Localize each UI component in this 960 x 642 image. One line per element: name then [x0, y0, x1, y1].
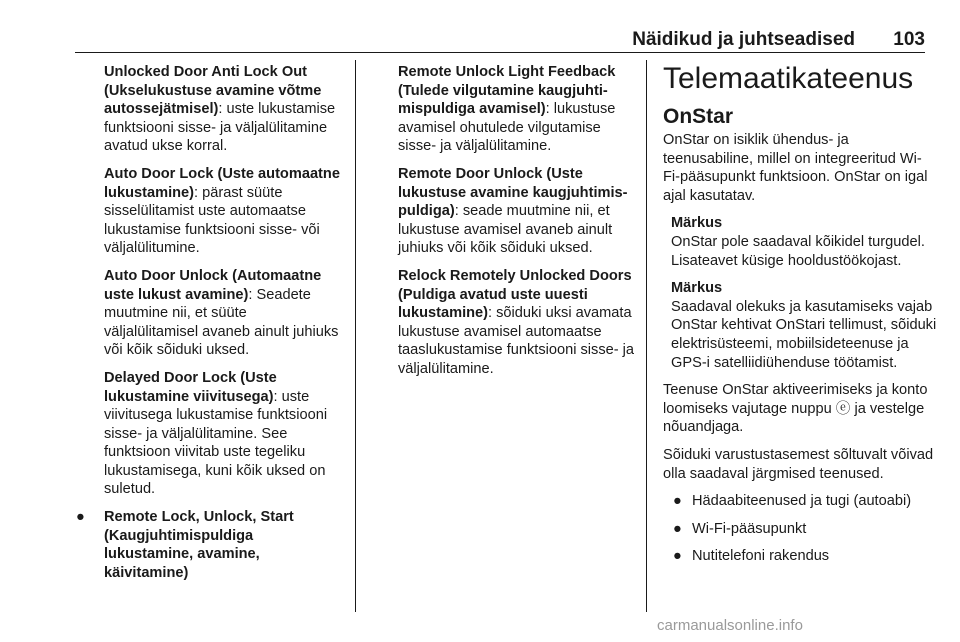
column-divider [646, 60, 647, 612]
column-2 [398, 63, 638, 388]
subsection-title: OnStar [663, 105, 734, 128]
bullet-entry [76, 508, 344, 582]
entry-title: Auto Door Lock (Uste automaatne lukustamine) [104, 165, 340, 201]
bullet-icon: ● [673, 520, 682, 537]
column-divider [355, 60, 356, 612]
note-box [671, 279, 938, 372]
note-heading: Märkus [671, 280, 723, 297]
entry-title: Relock Remotely Unlocked Doors (Puldiga avatud uste uuesti lukustamine) [398, 267, 632, 322]
page-header [75, 25, 925, 53]
entry-title: Unlocked Door Anti Lock Out (Ukselukustuse avamine võtme autossejätmisel) [104, 64, 322, 118]
page-number: 103 [893, 29, 925, 50]
entry-title: Remote Door Unlock (Uste lukustuse avamine kaugjuhtimispuldiga) [398, 165, 628, 220]
setting-entry [398, 63, 638, 156]
setting-entry [398, 165, 638, 258]
bullet-icon: ● [76, 509, 85, 526]
list-item: ● Wi-Fi-pääsupunkt [673, 520, 807, 537]
entry-title: Delayed Door Lock (Uste lukustamine viivitusega) [104, 369, 277, 405]
entry-text: : Seadete muutmine nii, et süüte väljalülitamisel avaneb ainult juhiuks või kõik sõiduki uksed. [104, 286, 339, 359]
entry-text: : uste lukustamise funktsiooni sisse- ja väljalülitamine avatud ukse korral. [104, 101, 336, 155]
entry-title: Remote Lock, Unlock, Start (Kaugjuhtimispuldiga lukustamine, avamine, käivitamine) [104, 509, 294, 581]
section-title: Telemaatikateenus [663, 62, 914, 95]
setting-entry [104, 369, 344, 499]
list-item: ● Nutitelefoni rakendus [673, 548, 830, 565]
entry-text: : pärast süüte sisselülitamist uste automaatse lukustamise funktsiooni sisse- või väljalülitumine. [104, 184, 320, 257]
note-text: Saadaval olekuks ja kasutamiseks vajab OnStar kehtivat OnStari tellimust, sõiduki elektrisüsteemi, mobiilsideteenuse ja GPS-i satelliidiühenduse töötamist. [671, 298, 937, 371]
note-text: OnStar pole saadaval kõikidel turgudel. Lisateavet küsige hooldustöökojast. [671, 233, 925, 269]
note-heading: Märkus [671, 215, 723, 232]
watermark[interactable]: carmanualsonline.info [657, 617, 803, 634]
entry-title: Remote Unlock Light Feedback (Tulede vilgutamine kaugjuhtimispuldiga avamisel) [398, 64, 616, 118]
setting-entry [104, 267, 344, 360]
header-title: Näidikud ja juhtseadised [632, 29, 855, 50]
services-list [663, 492, 938, 566]
entry-text: : seade muutmine nii, et lukustuse avamisel avaneb ainult juhiuks või kõik sõiduki uksed. [398, 203, 613, 257]
bullet-icon: ● [673, 548, 682, 565]
activation-paragraph: Teenuse OnStar aktiveerimiseks ja konto loomiseks vajutage nuppu ⓔ ja vestelge nõuandjaga. [663, 382, 928, 436]
setting-entry [104, 63, 344, 156]
column-1 [76, 63, 344, 591]
setting-entry [398, 267, 638, 379]
entry-title: Auto Door Unlock (Automaatne uste lukust avamine) [104, 267, 322, 303]
list-item: ● Hädaabiteenused ja tugi (autoabi) [673, 493, 912, 510]
note-box [671, 214, 938, 270]
header-rule [75, 52, 925, 53]
column-3 [663, 63, 938, 575]
services-paragraph: Sõiduki varustustasemest sõltuvalt võivad olla saadaval järgmised teenused. [663, 446, 934, 482]
entry-text: : sõiduki uksi avamata lukustuse avamisel automaatse taaslukustamise funktsiooni sisse- ja väljalülitamine. [398, 305, 635, 377]
setting-entry [104, 165, 344, 258]
entry-text: : uste viivitusega lukustamise funktsiooni sisse- ja väljalülitamine. See funktsioon viivitab uste tegeliku lukustamisega, kuni kõik uksed on suletud. [104, 388, 328, 498]
entry-text: : lukustuse avamisel ohutulede vilgutamise sisse- ja väljalülitamine. [398, 101, 616, 155]
intro-paragraph: OnStar on isiklik ühendus- ja teenusabiline, millel on integreeritud Wi-Fi-pääsupunkt funktsioon. OnStar on igal ajal kasutatav. [663, 132, 928, 204]
bullet-icon: ● [673, 493, 682, 510]
